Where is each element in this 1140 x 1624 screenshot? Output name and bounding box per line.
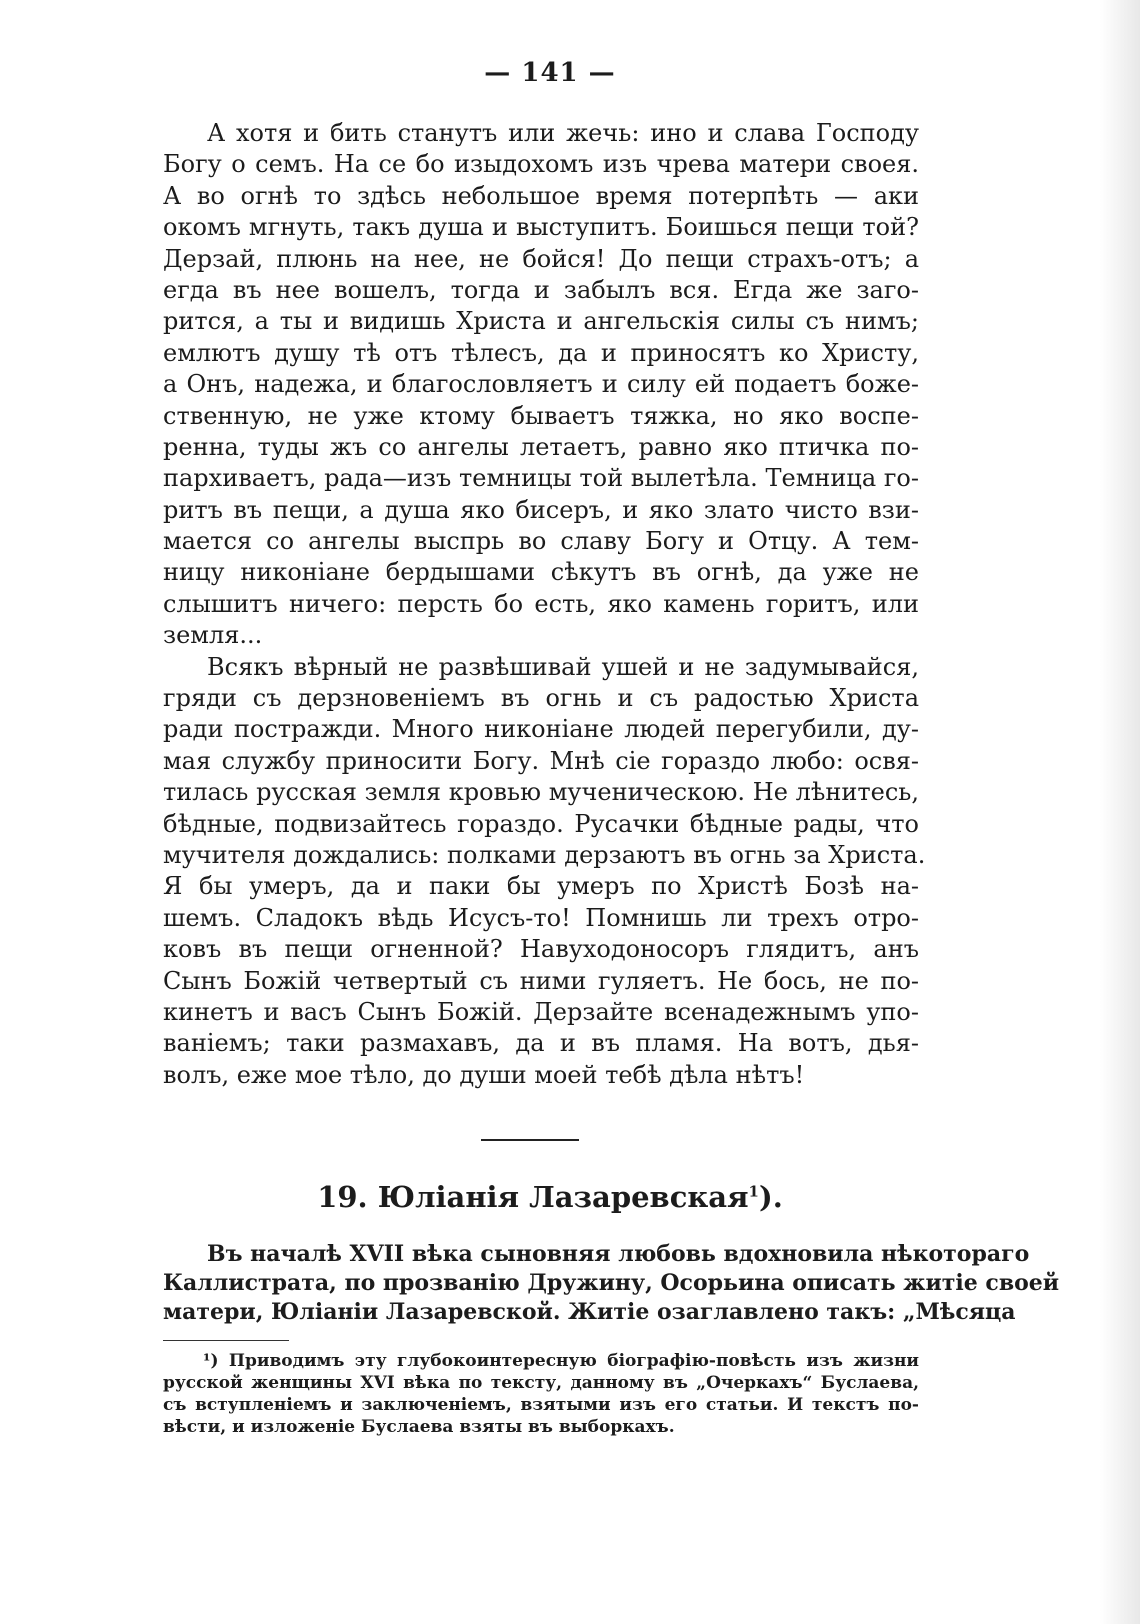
text-line: волъ, еже мое тѣло, до души моей тебѣ дѣла нѣтъ! [163, 1060, 805, 1089]
text-line: пархиваетъ, рада—изъ темницы той вылетѣла. Темница го- [163, 464, 919, 493]
page-number: — 141 — [484, 58, 616, 88]
text-line: Каллистрата, по прозванію Дружину, Осорьина описать житіе своей [163, 1270, 1060, 1296]
text-line: слышитъ ничего: персть бо есть, яко камень горитъ, или [163, 589, 919, 618]
text-line: ренна, туды жъ со ангелы летаетъ, равно яко птичка по- [163, 432, 919, 461]
main-text [163, 118, 926, 1091]
text-line: А во огнѣ то здѣсь небольшое время потерпѣть — аки [163, 181, 919, 210]
text-line: тилась русская земля кровью мученическою. Не лѣнитесь, [163, 778, 919, 807]
page-edge-shadow [1100, 0, 1140, 1624]
text-line: а Онъ, надежа, и благословляетъ и силу ей подаетъ боже- [163, 370, 919, 399]
footnote-line: ¹) Приводимъ эту глубокоинтересную біографію-повѣсть изъ жизни [203, 1351, 919, 1371]
intro-text [163, 1240, 1060, 1327]
text-line: Богу о семъ. На се бо изыдохомъ изъ чрева матери своея. [163, 150, 919, 179]
text-line: егда въ нее вошелъ, тогда и забылъ вся. Егда же заго- [163, 275, 919, 304]
text-line: Всякъ вѣрный не развѣшивай ушей и не задумывайся, [207, 652, 919, 681]
text-line: мается со ангелы выспрь во славу Богу и Отцу. А тем- [163, 527, 919, 556]
section-title: 19. Юліанія Лазаревская [317, 1180, 749, 1214]
section-divider [481, 1139, 579, 1141]
text-line: Сынъ Божій четвертый съ ними гуляетъ. Не бось, не по- [163, 966, 919, 995]
text-line: Въ началѣ XVII вѣка сыновняя любовь вдохновила нѣкотораго [207, 1241, 1030, 1267]
text-line: мучителя дождались: полками дерзаютъ въ огнь за Христа. [163, 840, 926, 869]
footnote-line: русской женщины XVI вѣка по тексту, данному въ „Очеркахъ“ Буслаева, [163, 1373, 919, 1393]
section-heading [0, 1180, 1100, 1214]
text-line: ради постражди. Много никоніане людей перегубили, ду- [163, 715, 919, 744]
text-line: шемъ. Сладокъ вѣдь Исусъ-то! Помнишь ли трехъ отро- [163, 903, 919, 932]
text-line: бѣдные, подвизайтесь гораздо. Русачки бѣдные рады, что [163, 809, 919, 838]
text-line: Я бы умеръ, да и паки бы умеръ по Христѣ Бозѣ на- [163, 872, 919, 901]
footnote-line: съ вступленіемъ и заключеніемъ, взятыми изъ его статьи. И текстъ по- [163, 1395, 919, 1415]
section-title-closing: ). [758, 1180, 783, 1214]
text-line: ваніемъ; таки размахавъ, да и въ пламя. На вотъ, дья- [163, 1029, 919, 1058]
text-line: ственную, не уже ктому бываетъ тяжка, но яко воспе- [163, 401, 919, 430]
text-line: ницу никоніане бердышами сѣкутъ въ огнѣ, да уже не [163, 558, 919, 587]
text-line: земля... [163, 621, 263, 650]
text-line: ковъ въ пещи огненной? Навуходоносоръ глядитъ, анъ [163, 935, 919, 964]
footnote [163, 1350, 919, 1438]
text-line: гряди съ дерзновеніемъ въ огнь и съ радостью Христа [163, 684, 919, 713]
text-line: А хотя и бить станутъ или жечь: ино и слава Господу [207, 119, 919, 147]
text-line: емлютъ душу тѣ отъ тѣлесъ, да и приносятъ ко Христу, [163, 338, 919, 367]
text-line: матери, Юліаніи Лазаревской. Житіе озаглавлено такъ: „Мѣсяца [163, 1299, 1016, 1325]
footnote-reference: 1 [748, 1182, 759, 1201]
text-line: ритъ въ пещи, а душа яко бисеръ, и яко злато чисто взи- [163, 495, 919, 524]
text-line: окомъ мгнуть, такъ душа и выступитъ. Боишься пещи той? [163, 213, 919, 242]
footnote-rule [163, 1340, 289, 1341]
text-line: мая службу приносити Богу. Мнѣ сіе гораздо любо: освя- [163, 746, 919, 775]
text-line: кинетъ и васъ Сынъ Божій. Дерзайте всенадежнымъ упо- [163, 997, 919, 1026]
footnote-line: вѣсти, и изложеніе Буслаева взяты въ выборкахъ. [163, 1417, 675, 1437]
text-line: рится, а ты и видишь Христа и ангельскія силы съ нимъ; [163, 307, 919, 336]
text-line: Дерзай, плюнь на нее, не бойся! До пещи страхъ-отъ; а [163, 244, 919, 273]
